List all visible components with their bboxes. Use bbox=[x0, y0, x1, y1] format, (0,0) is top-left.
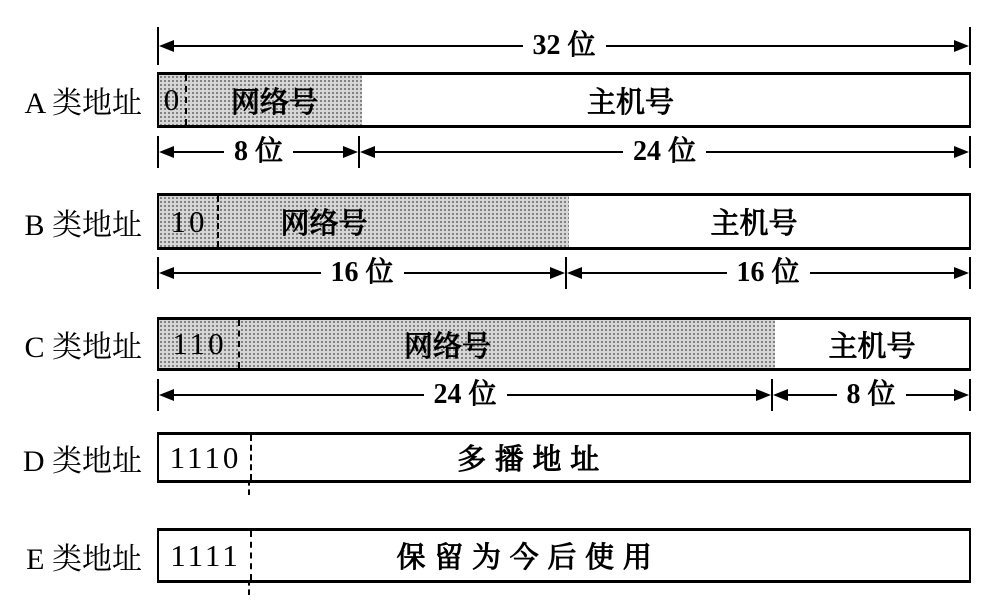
arrowhead-left-icon bbox=[773, 389, 788, 401]
class-b-label bbox=[0, 193, 142, 250]
arrowhead-left-icon bbox=[159, 267, 174, 279]
class-e-bar bbox=[157, 528, 971, 583]
arrowhead-right-icon bbox=[343, 146, 358, 158]
class-a-label bbox=[0, 72, 142, 128]
class-c-host-field: 主机号 bbox=[828, 330, 916, 363]
dimension-32bit bbox=[157, 27, 971, 65]
dimension-line bbox=[906, 394, 955, 396]
arrowhead-right-icon bbox=[756, 389, 771, 401]
arrowhead-left-icon bbox=[159, 389, 174, 401]
dimension-line bbox=[788, 394, 837, 396]
arrowhead-right-icon bbox=[954, 146, 969, 158]
class-e-dashed-extension bbox=[248, 580, 250, 595]
class-c-network-field: 网络号 bbox=[240, 320, 775, 368]
dimension-tick bbox=[969, 257, 971, 289]
arrowhead-left-icon bbox=[360, 146, 375, 158]
arrowhead-left-icon bbox=[159, 40, 174, 52]
class-c-bar bbox=[157, 317, 971, 371]
class-b-bar bbox=[157, 193, 971, 250]
class-d-bar bbox=[157, 432, 971, 483]
class-a-network-field: 网络号 bbox=[187, 75, 362, 125]
arrowhead-right-icon bbox=[954, 40, 969, 52]
class-b-host-field: 主机号 bbox=[710, 208, 798, 240]
class-d-label bbox=[0, 432, 142, 483]
dimension-line bbox=[404, 272, 551, 274]
dimension-a-8bit bbox=[157, 136, 360, 168]
arrowhead-left-icon bbox=[567, 267, 582, 279]
dimension-label: 8 位 bbox=[234, 136, 284, 167]
class-e-label-text: E 类地址 bbox=[26, 542, 142, 576]
arrowhead-left-icon bbox=[159, 146, 174, 158]
dimension-label-32bit: 32 位 bbox=[532, 30, 596, 61]
class-e-reserved-field: 保留为今后使用 bbox=[396, 542, 661, 574]
dimension-line bbox=[293, 151, 343, 153]
dimension-tick bbox=[969, 27, 971, 65]
dimension-line bbox=[174, 394, 424, 396]
dimension-line bbox=[606, 45, 955, 47]
dimension-label: 24 位 bbox=[633, 136, 697, 167]
dimension-label: 16 位 bbox=[330, 257, 394, 288]
dimension-line bbox=[174, 45, 523, 47]
class-a-host-field: 主机号 bbox=[586, 86, 674, 119]
class-d-multicast-field: 多播地址 bbox=[457, 444, 608, 476]
dimension-c-8bit bbox=[771, 379, 971, 411]
class-b-label-text: B 类地址 bbox=[24, 208, 142, 242]
dimension-c-24bit bbox=[157, 379, 773, 411]
class-b-network-field: 网络号 bbox=[219, 196, 569, 247]
dimension-tick bbox=[969, 136, 971, 168]
class-d-dashed-extension bbox=[248, 480, 250, 495]
class-b-prefix-bits: 10 bbox=[159, 196, 219, 247]
class-d-prefix-bits: 1110 bbox=[159, 435, 252, 480]
class-e-prefix-bits: 1111 bbox=[159, 531, 252, 580]
dimension-line bbox=[375, 151, 623, 153]
class-c-prefix-bits: 110 bbox=[159, 320, 240, 368]
class-d-label-text: D 类地址 bbox=[22, 444, 142, 478]
arrowhead-right-icon bbox=[954, 267, 969, 279]
dimension-label: 8 位 bbox=[846, 379, 896, 410]
arrowhead-right-icon bbox=[954, 389, 969, 401]
class-e-label bbox=[0, 528, 142, 583]
dimension-label: 16 位 bbox=[736, 257, 800, 288]
dimension-line bbox=[507, 394, 757, 396]
dimension-label: 24 位 bbox=[433, 379, 497, 410]
class-a-bar bbox=[157, 72, 971, 128]
dimension-line bbox=[706, 151, 954, 153]
arrowhead-right-icon bbox=[550, 267, 565, 279]
class-c-label bbox=[0, 317, 142, 371]
dimension-tick bbox=[969, 379, 971, 411]
dimension-b-16bit-right bbox=[565, 257, 971, 289]
class-a-prefix-bits: 0 bbox=[159, 75, 187, 125]
dimension-line bbox=[582, 272, 727, 274]
dimension-line bbox=[810, 272, 955, 274]
dimension-b-16bit-left bbox=[157, 257, 567, 289]
class-c-label-text: C 类地址 bbox=[24, 331, 142, 364]
dimension-line bbox=[174, 151, 224, 153]
dimension-line bbox=[174, 272, 321, 274]
class-a-label-text: A 类地址 bbox=[24, 87, 142, 120]
dimension-a-24bit bbox=[358, 136, 971, 168]
